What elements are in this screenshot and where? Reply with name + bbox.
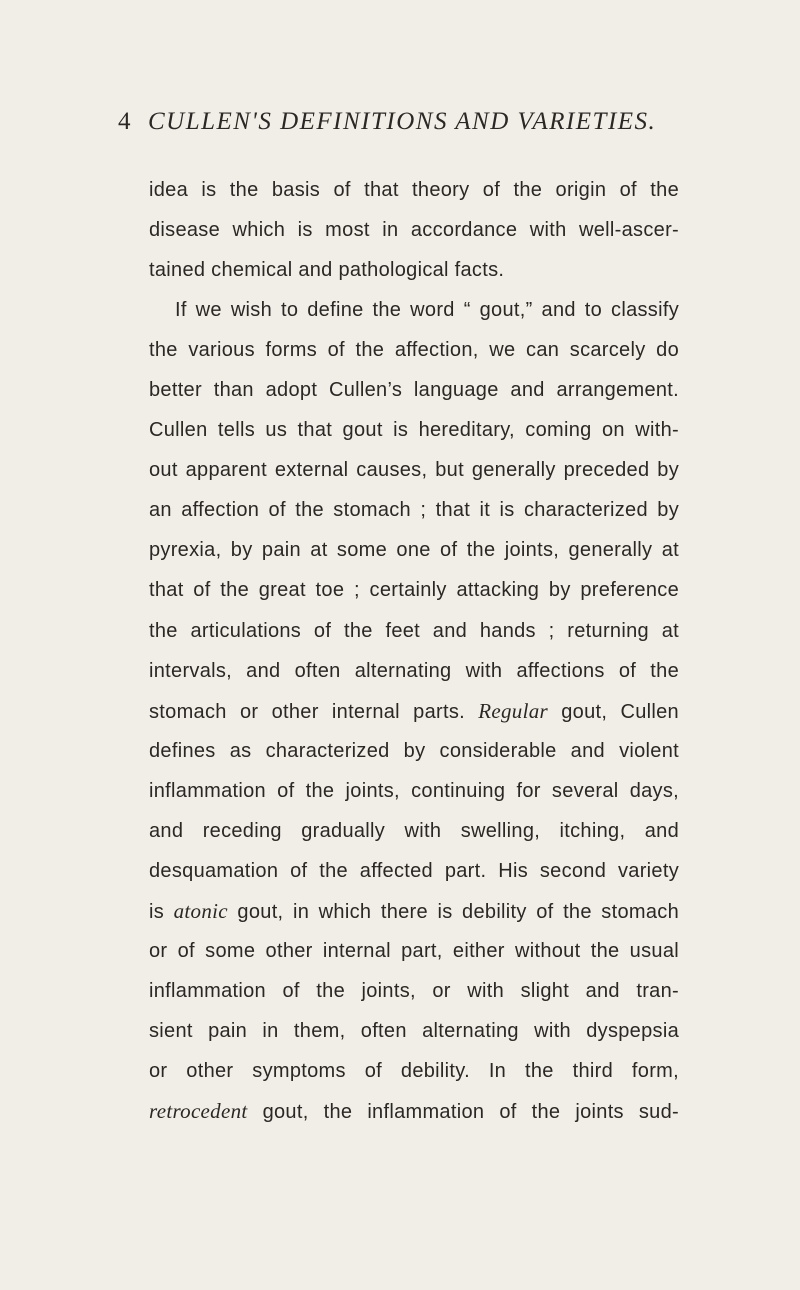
text-run: an affection of the stomach ; that it is characterized by	[149, 499, 679, 522]
text-line	[149, 971, 679, 1011]
text-run: inflammation of the joints, or with slight and tran-	[149, 979, 679, 1002]
text-line	[149, 1091, 679, 1131]
text-line	[149, 290, 679, 330]
text-run: that of the great toe ; certainly attacking by preference	[149, 579, 679, 602]
text-line	[149, 1051, 679, 1091]
text-run: disease which is most in accordance with well-ascer-	[149, 219, 679, 242]
text-line	[149, 250, 679, 290]
text-line	[149, 490, 679, 530]
text-run: Cullen tells us that gout is hereditary, coming on with-	[149, 419, 679, 442]
body-text	[149, 170, 679, 1131]
text-run: better than adopt Cullen’s language and arrangement.	[149, 379, 679, 402]
text-run: If we wish to define the word “ gout,” and to classify	[175, 299, 679, 322]
text-run: stomach or other internal parts.	[149, 700, 479, 723]
text-line	[149, 570, 679, 610]
text-line	[149, 330, 679, 370]
text-line	[149, 691, 679, 731]
text-line	[149, 1011, 679, 1051]
text-run: desquamation of the affected part. His second variety	[149, 859, 679, 882]
text-line	[149, 210, 679, 250]
text-line	[149, 370, 679, 410]
text-line	[149, 931, 679, 971]
text-run: tained chemical and pathological facts.	[149, 259, 505, 282]
text-line	[149, 891, 679, 931]
text-run: gout, the inflammation of the joints sud-	[247, 1101, 679, 1124]
text-line	[149, 410, 679, 450]
chapter-title: CULLEN'S DEFINITIONS AND VARIETIES.	[148, 108, 657, 135]
text-run: or of some other internal part, either without the usual	[149, 939, 679, 962]
running-header	[118, 108, 678, 148]
text-line	[149, 450, 679, 490]
text-line	[149, 530, 679, 570]
text-run: sient pain in them, often alternating with dyspepsia	[149, 1019, 679, 1042]
text-line	[149, 771, 679, 811]
italic-term: Regular	[478, 698, 548, 723]
italic-term: retrocedent	[149, 1099, 248, 1124]
text-run: inflammation of the joints, continuing for several days,	[149, 779, 679, 802]
text-run: gout, Cullen	[548, 700, 679, 723]
text-run: pyrexia, by pain at some one of the joints, generally at	[149, 539, 679, 562]
text-line	[149, 851, 679, 891]
page-number: 4	[118, 108, 132, 135]
text-run: and receding gradually with swelling, itching, and	[149, 819, 679, 842]
text-run: out apparent external causes, but generally preceded by	[149, 459, 679, 482]
text-run: the articulations of the feet and hands ; returning at	[149, 619, 679, 642]
text-line	[149, 731, 679, 771]
text-line	[149, 651, 679, 691]
text-run: gout, in which there is debility of the stomach	[227, 900, 679, 923]
text-line	[149, 811, 679, 851]
text-run: is	[149, 900, 174, 923]
text-run: idea is the basis of that theory of the origin of the	[149, 179, 679, 201]
text-line	[149, 170, 679, 210]
text-run: defines as characterized by considerable and violent	[149, 739, 679, 762]
text-run: or other symptoms of debility. In the third form,	[149, 1060, 679, 1083]
text-run: intervals, and often alternating with affections of the	[149, 659, 679, 682]
italic-term: atonic	[173, 898, 228, 923]
text-run: the various forms of the affection, we can scarcely do	[149, 339, 679, 362]
text-line	[149, 611, 679, 651]
